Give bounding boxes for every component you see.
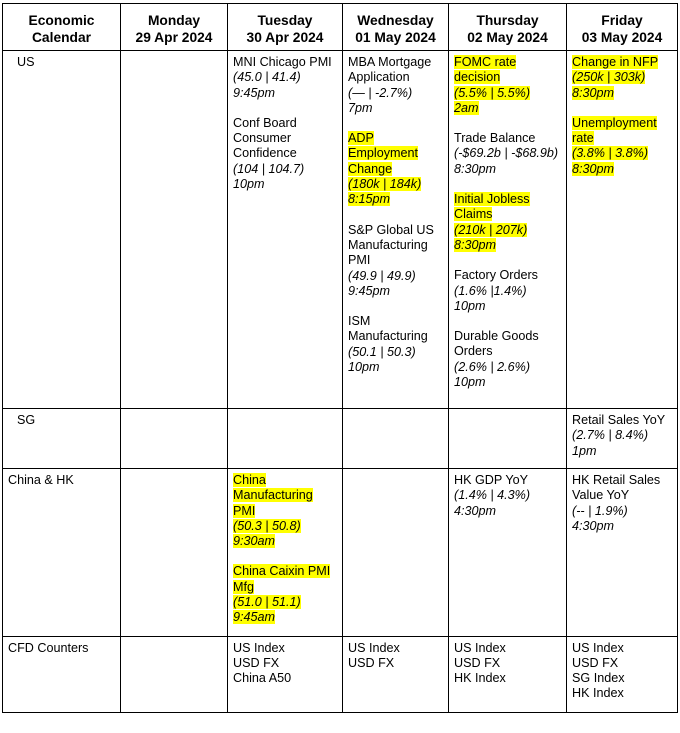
event-time: 10pm <box>348 360 380 375</box>
day-date: 01 May 2024 <box>355 30 436 45</box>
event-values: (-- | 1.9%) <box>572 503 628 518</box>
event-time: 8:30pm <box>572 161 615 176</box>
header-thursday <box>449 4 567 51</box>
counter-item: HK Index <box>572 686 624 700</box>
event-item <box>348 55 443 116</box>
header-friday <box>567 4 678 51</box>
header-wednesday <box>343 4 449 51</box>
event-time: 1pm <box>572 443 597 458</box>
counter-item: US Index <box>348 641 400 655</box>
cell-cn-monday <box>121 469 228 637</box>
event-values: (104 | 104.7) <box>233 161 305 176</box>
day-date: 02 May 2024 <box>467 30 548 45</box>
header-row <box>3 4 678 51</box>
event-item <box>454 473 561 519</box>
counter-item: US Index <box>454 641 506 655</box>
region-label-sg: SG <box>3 409 121 469</box>
event-time: 10pm <box>454 375 486 390</box>
event-name: MBA Mortgage Application <box>348 55 432 85</box>
event-time: 8:15pm <box>348 192 391 207</box>
cell-sg-wednesday <box>343 409 449 469</box>
header-economic-calendar <box>3 4 121 51</box>
header-monday <box>121 4 228 51</box>
event-name: MNI Chicago PMI <box>233 55 332 69</box>
day-date: 30 Apr 2024 <box>246 30 324 45</box>
event-item-highlighted <box>572 55 672 101</box>
event-name: Conf Board Consumer Confidence <box>233 115 297 161</box>
event-values: (50.3 | 50.8) <box>233 518 301 533</box>
event-item-highlighted <box>233 473 337 549</box>
event-values: (49.9 | 49.9) <box>348 268 416 283</box>
event-name: FOMC rate decision <box>454 55 517 85</box>
counter-item: USD FX <box>454 656 501 670</box>
cell-sg-thursday <box>449 409 567 469</box>
cell-cfd-friday <box>567 637 678 713</box>
event-name: HK GDP YoY <box>454 473 528 487</box>
counter-item: US Index <box>233 641 285 655</box>
event-time: 8:30pm <box>454 237 497 252</box>
header-title-line1: Economic <box>28 13 95 28</box>
header-title-line2: Calendar <box>31 30 92 45</box>
event-item-highlighted <box>572 116 672 177</box>
counter-item: SG Index <box>572 671 625 685</box>
region-label-cfd-counters: CFD Counters <box>3 637 121 713</box>
cell-cfd-monday <box>121 637 228 713</box>
event-time: 9:45pm <box>233 85 276 100</box>
event-values: (2.7% | 8.4%) <box>572 428 649 443</box>
event-values: (1.4% | 4.3%) <box>454 488 531 503</box>
event-name: S&P Global US Manufacturing PMI <box>348 222 434 268</box>
event-name: Durable Goods Orders <box>454 329 539 359</box>
cell-cn-friday <box>567 469 678 637</box>
event-item-highlighted <box>233 564 337 625</box>
event-item <box>454 329 561 390</box>
day-name: Thursday <box>476 13 539 28</box>
header-tuesday <box>228 4 343 51</box>
cell-sg-tuesday <box>228 409 343 469</box>
event-values: (180k | 184k) <box>348 177 422 192</box>
counter-item: China A50 <box>233 671 292 685</box>
event-values: (-$69.2b | -$68.9b) <box>454 146 559 161</box>
cell-sg-monday <box>121 409 228 469</box>
cell-cfd-thursday <box>449 637 567 713</box>
counter-item: USD FX <box>572 656 619 670</box>
event-values: (210k | 207k) <box>454 222 528 237</box>
economic-calendar-table <box>2 3 678 713</box>
counter-item: USD FX <box>348 656 395 670</box>
event-item <box>233 55 337 101</box>
event-name: Factory Orders <box>454 268 538 283</box>
event-item-highlighted <box>454 55 561 116</box>
event-name: Unemployment rate <box>572 115 657 146</box>
event-item <box>572 473 672 534</box>
counter-item: HK Index <box>454 671 506 685</box>
cell-us-tuesday <box>228 51 343 409</box>
counter-item: US Index <box>572 641 624 655</box>
event-values: (51.0 | 51.1) <box>233 595 301 610</box>
day-date: 03 May 2024 <box>581 30 663 45</box>
day-date: 29 Apr 2024 <box>135 30 213 45</box>
event-item <box>348 223 443 299</box>
event-name: Initial Jobless Claims <box>454 192 530 222</box>
day-name: Monday <box>147 13 201 28</box>
cell-us-thursday <box>449 51 567 409</box>
event-time: 4:30pm <box>454 503 497 518</box>
cell-us-friday <box>567 51 678 409</box>
event-time: 9:45pm <box>348 283 391 298</box>
cell-cn-tuesday <box>228 469 343 637</box>
day-name: Friday <box>601 13 643 28</box>
event-name: HK Retail Sales Value YoY <box>572 473 661 503</box>
event-values: (3.8% | 3.8%) <box>572 146 649 161</box>
event-time: 2am <box>454 100 479 115</box>
event-item <box>348 314 443 375</box>
event-values: (5.5% | 5.5%) <box>454 85 531 100</box>
event-item <box>233 116 337 192</box>
event-time: 7pm <box>348 100 373 115</box>
day-name: Tuesday <box>257 13 313 28</box>
cell-cfd-wednesday <box>343 637 449 713</box>
cell-us-monday <box>121 51 228 409</box>
region-label-us: US <box>3 51 121 409</box>
event-item <box>454 131 561 177</box>
event-name: Retail Sales YoY <box>572 413 666 427</box>
row-sg <box>3 409 678 469</box>
event-time: 4:30pm <box>572 518 615 533</box>
event-values: (45.0 | 41.4) <box>233 70 301 85</box>
event-time: 8:30pm <box>572 85 615 100</box>
event-name: ISM Manufacturing <box>348 314 428 344</box>
row-cfd-counters <box>3 637 678 713</box>
row-us <box>3 51 678 409</box>
counter-item: USD FX <box>233 656 280 670</box>
event-values: (250k | 303k) <box>572 70 646 85</box>
cell-sg-friday <box>567 409 678 469</box>
cell-cn-wednesday <box>343 469 449 637</box>
event-time: 10pm <box>233 177 265 192</box>
event-item <box>572 413 672 459</box>
event-name: China Manufacturing PMI <box>233 473 313 518</box>
event-values: (2.6% | 2.6%) <box>454 359 531 374</box>
event-name: Change in NFP <box>572 55 659 69</box>
event-item <box>454 268 561 314</box>
row-china-hk <box>3 469 678 637</box>
event-time: 8:30pm <box>454 161 497 176</box>
event-values: (— | -2.7%) <box>348 85 413 100</box>
cell-cfd-tuesday <box>228 637 343 713</box>
day-name: Wednesday <box>357 13 434 28</box>
event-values: (50.1 | 50.3) <box>348 344 416 359</box>
event-item-highlighted <box>348 131 443 207</box>
event-time: 9:30am <box>233 534 276 549</box>
event-name: Trade Balance <box>454 131 536 146</box>
event-time: 9:45am <box>233 610 276 625</box>
cell-us-wednesday <box>343 51 449 409</box>
event-name: China Caixin PMI Mfg <box>233 564 331 594</box>
event-time: 10pm <box>454 298 486 313</box>
event-item-highlighted <box>454 192 561 253</box>
event-name: ADP Employment Change <box>348 131 418 176</box>
region-label-china-hk: China & HK <box>3 469 121 637</box>
event-values: (1.6% |1.4%) <box>454 283 527 298</box>
cell-cn-thursday <box>449 469 567 637</box>
